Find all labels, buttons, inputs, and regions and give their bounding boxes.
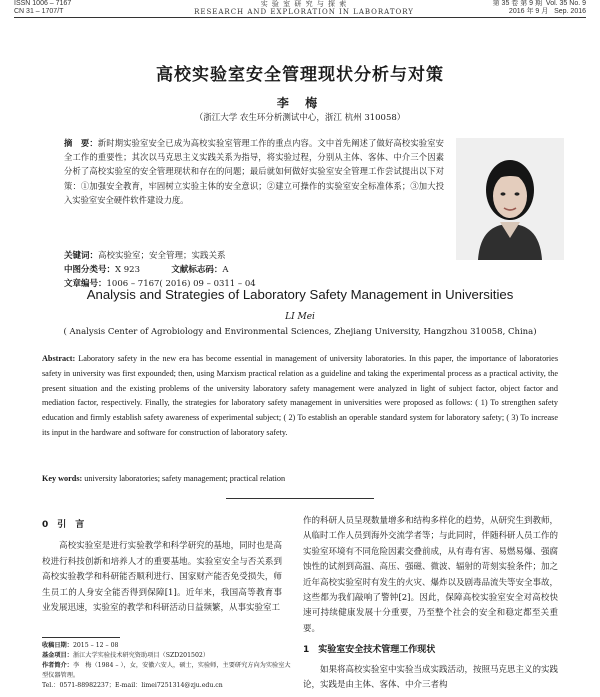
doc-code-value: A (222, 265, 229, 275)
fund-project: 基金项目：浙江大学实验技术研究资助项目（SZD201502） (42, 652, 210, 659)
abstract-cn-text: 新时期实验室安全已成为高校实验室管理工作的重点内容。文中首先阐述了做好高校实验室安全工作的重要性；其次以马克思主义实践关系为指导，将实验过程，分别从主体、客体、中介三个因素分析了高校实验室的安全管理现状和存在的问题；最后就如何做好实验室安全管理工作尝试提出以下对策：①加强安全教育，牢固树立实验主体的安全意识；②建立可操作的实验室安全标准体系；③加大投入实验室安全硬件软件建设力度。 (64, 138, 444, 205)
abstract-en (42, 352, 558, 441)
author-photo (456, 138, 564, 260)
volume-en: Vol. 35 No. 9 (545, 0, 586, 7)
clc-value: X 923 (115, 265, 140, 275)
keywords-en-label: Key words: (42, 474, 83, 483)
clc-label: 中图分类号： (64, 265, 116, 275)
section-1-paragraph: 如果将高校实验室中实验当成实践活动，按照马克思主义的实践论，实践是由主体、客体、中介三者构 (303, 664, 559, 691)
article-no-value: 1006 – 7167( 2016) 09 – 0311 – 04 (106, 279, 256, 289)
footnote-rule (42, 637, 120, 638)
header-left (14, 0, 71, 16)
abstract-cn (64, 136, 444, 207)
footnote (42, 641, 292, 691)
article-no-label: 文章编号： (64, 279, 107, 289)
paper-title-en: Analysis and Strategies of Laboratory Safety Management in Universities (86, 287, 514, 302)
section-1-heading: 1 实验室安全技术管理工作现状 (303, 645, 436, 656)
date-cn: 2016 年 9 月 (508, 8, 549, 15)
classification-line (64, 263, 229, 275)
doc-code-label: 文献标志码： (171, 265, 223, 275)
body-right-column (303, 514, 558, 693)
abstract-en-label: Abstract: (42, 354, 76, 363)
running-header (14, 0, 586, 18)
author-contact: Tel.：0571-88982237；E-mail：limei7251314@zju.edu.cn (42, 682, 223, 689)
header-center (154, 0, 454, 16)
author-bio: 作者简介：李 梅（1984 – ），女，安徽六安人，硕士，实验师，主要研究方向为实验室大型仪器管理。 (42, 662, 291, 679)
author-en: LI Mei (285, 312, 315, 322)
volume-cn: 第 35 卷 第 9 期 (492, 0, 543, 7)
affiliation-en: ( Analysis Center of Agrobiology and Environmental Sciences, Zhejiang University, Hangzhou 310058, China) (63, 327, 537, 337)
date-en: Sep. 2016 (554, 8, 586, 15)
section-divider (226, 498, 374, 499)
keywords-cn-label: 关键词： (64, 251, 99, 261)
affiliation-cn: （浙江大学 农生环分析测试中心，浙江 杭州 310058） (194, 113, 406, 123)
journal-name-cn: 实 验 室 研 究 与 探 索 (260, 0, 348, 8)
keywords-cn (64, 249, 226, 261)
author-portrait-image (456, 138, 564, 260)
abstract-en-text: Laboratory safety in the new era has become essential in management of university laboratories. In this paper, the importance of laboratories safety in university was first expounded; then, using Marxism practical relation as a guideline and taking the experimental process as a practical activity, the present situation and the existing problems of the university laboratory safety management were analyzed in light of subject factor, object factor and mediation factor, respectively. Finally, the strategies for laboratory safety management in universities were proposed as follows: ( 1) To strengthen safety education and firmly establish safety awareness of experimental subject; ( 2) To establish an operable standard system for laboratory safety; ( 3) To increase its input in the hardware and software for construction of laboratory safety. (42, 354, 558, 437)
paper-title-cn: 高校实验室安全管理现状分析与对策 (156, 65, 444, 85)
keywords-cn-text: 高校实验室；安全管理；实践关系 (98, 251, 226, 261)
header-right (493, 0, 586, 16)
intro-continuation-paragraph: 作的科研人员呈现数量增多和结构多样化的趋势，从研究生到教师，从临时工作人员到海外交流学者等；与此同时，伴随科研人员工作的实验室环境有不同危险因素交叠前成，从有毒有害、易燃易爆、强腐蚀性的试剂到高温、高压、强磁、微波、辐射的苛刻实验条件；加之近年高校实验室时有发生的火灾、爆炸以及剧毒品流失等安全事故，这些都为我们敲响了警钟[2]。因此，保障高校实验室安全对高校快速可持续健康发展十分重要，乃至整个社会的安全和稳定都至关重要。 (303, 516, 559, 634)
received-date: 收稿日期：2015 – 12 – 08 (42, 642, 119, 649)
abstract-cn-label: 摘 要： (64, 138, 98, 148)
header-rule (14, 17, 586, 18)
author-cn: 李 梅 (276, 96, 324, 110)
body-left-column (42, 518, 282, 616)
keywords-en (42, 474, 285, 483)
journal-name-en: RESEARCH AND EXPLORATION IN LABORATORY (194, 8, 414, 16)
issn: ISSN 1006 – 7167 (14, 0, 72, 7)
section-0-paragraph: 高校实验室是进行实验教学和科学研究的基地，同时也是高校进行科技创新和培养人才的重要基地。实验室安全与否关系到高校实验教学和科研能否顺利进行、国家财产能否免受损失，师生员工的人身安全能否得到保障[1]。近年来，我国高等教育事业发展迅速，实验室的教学和科研活动日益频繁，从事实验室工 (42, 541, 282, 614)
cn-number: CN 31 – 1707/T (14, 8, 64, 15)
section-0-heading: 0 引 言 (42, 520, 85, 530)
keywords-en-text: university laboratories; safety management; practical relation (84, 474, 286, 483)
